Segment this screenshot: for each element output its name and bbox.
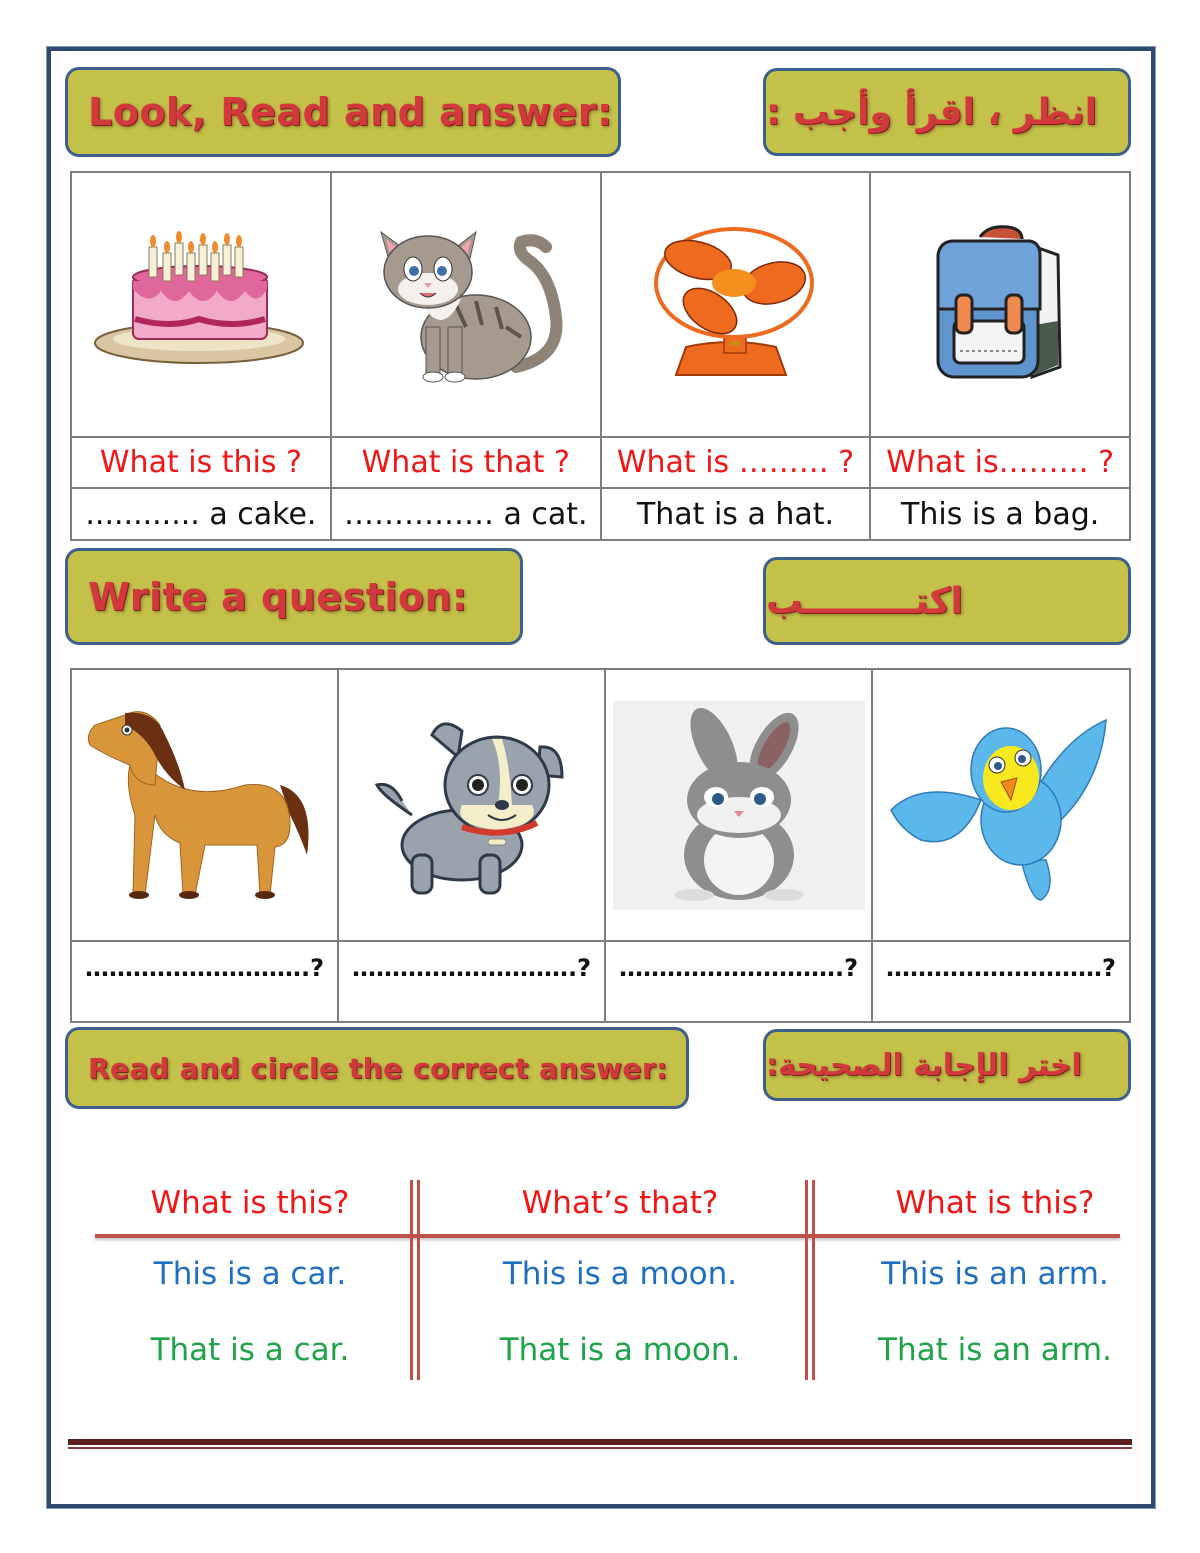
school-bag-icon [930,225,1070,385]
picture-cell-cake [71,172,331,437]
question-cell: What is ……… ? [601,437,871,488]
cake-icon [91,225,311,385]
picture-cell-bird [872,669,1130,941]
choice-question: What’s that? [521,1185,719,1221]
picture-cell-fan [601,172,871,437]
answer-cell: That is a hat. [601,488,871,540]
choice-option-this[interactable]: This is an arm. [881,1256,1109,1292]
section1-arabic-title: انظر ، اقرأ وأجب : [766,91,1097,133]
cat-icon [356,217,576,392]
choice-option-this[interactable]: This is a car. [153,1256,347,1292]
answer-cell: This is a bag. [870,488,1130,540]
picture-cell-bag [870,172,1130,437]
footer-divider [68,1439,1132,1445]
puppy-icon [362,705,582,905]
section2-title-banner [65,548,523,645]
section1-title-banner [65,67,621,157]
question-cell: What is that ? [331,437,601,488]
bird-icon [881,700,1121,910]
vertical-divider [805,1180,808,1380]
choice-column [460,1170,780,1388]
write-question-blank[interactable]: ……………………….? [605,941,872,1022]
choice-column [835,1170,1155,1388]
write-question-blank[interactable]: ……………………….? [338,941,605,1022]
answer-cell: …………… a cat. [331,488,601,540]
footer-divider-thin [68,1447,1132,1449]
write-question-blank[interactable]: ……………………….? [71,941,338,1022]
choice-option-this[interactable]: This is a moon. [502,1256,738,1292]
fan-icon [646,225,826,385]
choice-option-that[interactable]: That is an arm. [878,1332,1112,1368]
vertical-divider [417,1180,420,1380]
section1-title: Look, Read and answer: [88,90,613,134]
write-question-table [70,668,1131,1023]
choice-question: What is this? [895,1185,1095,1221]
section1-arabic-banner [763,68,1131,156]
circle-answer-grid [90,1170,1125,1390]
section2-arabic-banner [763,557,1131,645]
answer-cell: ............ a cake. [71,488,331,540]
section3-arabic-banner [763,1029,1131,1101]
choice-option-that[interactable]: That is a moon. [499,1332,741,1368]
section3-arabic-title: اختر الإجابة الصحيحة: [766,1047,1082,1083]
question-cell: What is this ? [71,437,331,488]
picture-cell-horse [71,669,338,941]
choice-question: What is this? [150,1185,350,1221]
choice-column [90,1170,410,1388]
section3-title: Read and circle the correct answer: [88,1051,668,1085]
section2-title: Write a question: [88,574,468,619]
vertical-divider [410,1180,413,1380]
picture-cell-puppy [338,669,605,941]
choice-option-that[interactable]: That is a car. [150,1332,350,1368]
write-question-blank[interactable]: ………………………? [872,941,1130,1022]
look-read-answer-table [70,171,1131,541]
vertical-divider [812,1180,815,1380]
question-cell: What is……… ? [870,437,1130,488]
rabbit-image-frame [613,701,865,910]
horse-icon [85,695,325,915]
rabbit-icon [654,705,824,905]
section2-arabic-title: اكتـــــــــب [766,580,963,622]
section3-title-banner [65,1027,689,1109]
picture-cell-rabbit [605,669,872,941]
picture-cell-cat [331,172,601,437]
